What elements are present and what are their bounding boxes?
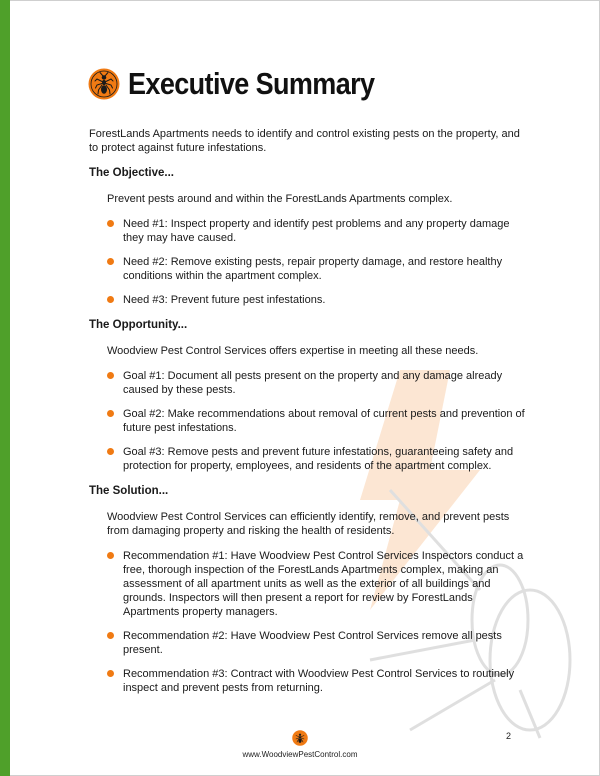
list-item: Goal #1: Document all pests present on the property and any damage already caused by these pests. bbox=[107, 369, 529, 397]
bullet-dot-icon bbox=[107, 258, 114, 265]
bullet-dot-icon bbox=[107, 632, 114, 639]
list-item: Need #2: Remove existing pests, repair property damage, and restore healthy conditions within the apartment complex. bbox=[107, 255, 529, 283]
section-title: The Opportunity... bbox=[89, 319, 188, 331]
bullet-dot-icon bbox=[107, 220, 114, 227]
ant-logo-icon bbox=[88, 68, 120, 100]
footer-ant-logo-icon bbox=[292, 730, 308, 746]
footer-website-url: www.WoodviewPestControl.com bbox=[242, 750, 358, 759]
bullet-dot-icon bbox=[107, 448, 114, 455]
section-description: Woodview Pest Control Services can efficiently identify, remove, and prevent pests from damaging property and risking the health of residents. bbox=[107, 511, 510, 537]
bullet-list bbox=[107, 217, 529, 307]
bullet-dot-icon bbox=[107, 372, 114, 379]
bullet-dot-icon bbox=[107, 410, 114, 417]
list-item: Need #1: Inspect property and identify pest problems and any property damage they may have caused. bbox=[107, 217, 529, 245]
bullet-list bbox=[107, 549, 529, 695]
section-solution bbox=[89, 484, 529, 695]
page-header bbox=[88, 68, 374, 100]
bullet-dot-icon bbox=[107, 552, 114, 559]
list-item: Recommendation #2: Have Woodview Pest Control Services remove all pests present. bbox=[107, 629, 529, 657]
document-body bbox=[89, 127, 529, 706]
list-item: Recommendation #3: Contract with Woodview Pest Control Services to routinely inspect and prevent pests from returning. bbox=[107, 667, 529, 695]
page-number: 2 bbox=[506, 731, 512, 741]
section-objective bbox=[89, 166, 529, 307]
list-item: Goal #2: Make recommendations about removal of current pests and prevention of future pest infestations. bbox=[107, 407, 529, 435]
bullet-dot-icon bbox=[107, 296, 114, 303]
section-description: Woodview Pest Control Services offers expertise in meeting all these needs. bbox=[107, 345, 479, 357]
list-item: Goal #3: Remove pests and prevent future infestations, guaranteeing safety and protection for property, employees, and residents of the apartment complex. bbox=[107, 445, 529, 473]
page-title: Executive Summary bbox=[128, 66, 375, 101]
section-title: The Solution... bbox=[89, 485, 169, 497]
bullet-dot-icon bbox=[107, 670, 114, 677]
section-opportunity bbox=[89, 318, 529, 473]
bullet-list bbox=[107, 369, 529, 473]
list-item: Need #3: Prevent future pest infestations. bbox=[107, 293, 529, 307]
left-accent-bar bbox=[0, 0, 10, 776]
list-item: Recommendation #1: Have Woodview Pest Control Services Inspectors conduct a free, thorough inspection of the ForestLands Apartments complex, making an assessment of all apartment units as well as the exterior of all buildings and grounds. Inspectors will then present a report for review by ForestLands Apartments property managers. bbox=[107, 549, 529, 619]
section-title: The Objective... bbox=[89, 167, 174, 179]
intro-paragraph: ForestLands Apartments needs to identify and control existing pests on the property, and to protect against future infestations. bbox=[89, 128, 520, 154]
section-description: Prevent pests around and within the ForestLands Apartments complex. bbox=[107, 193, 453, 205]
